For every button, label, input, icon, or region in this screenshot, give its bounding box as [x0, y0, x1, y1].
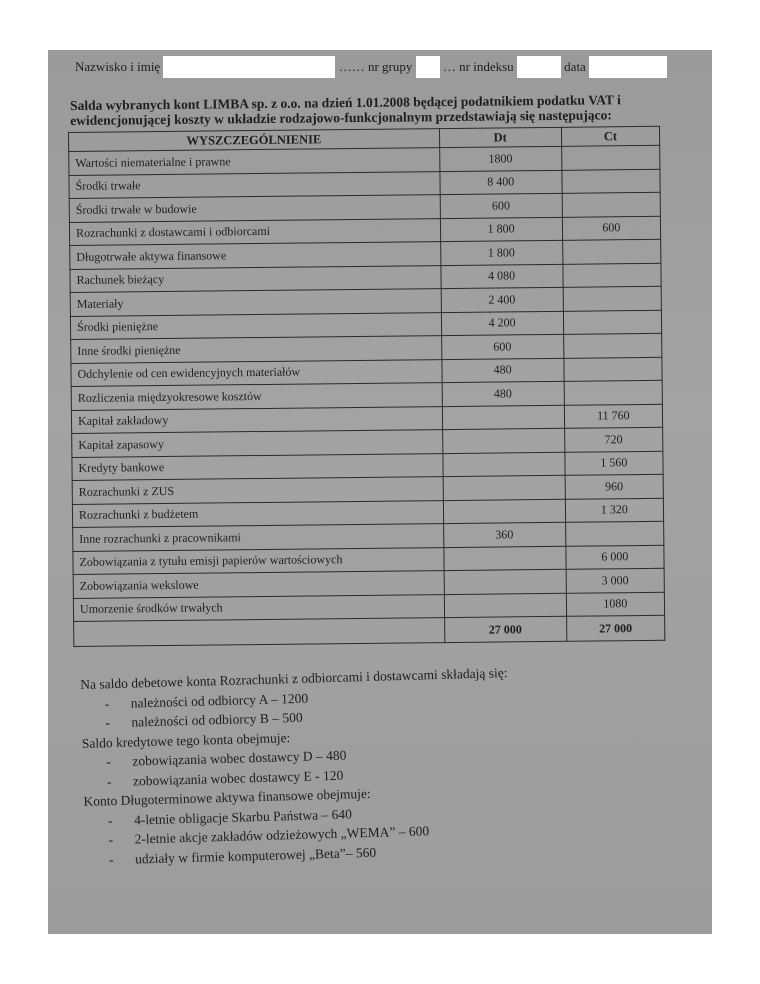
bullet-dash: - — [107, 812, 113, 828]
account-name: Środki trwałe w budowie — [69, 195, 440, 222]
credit-value — [563, 310, 662, 335]
account-name: Odchylenie od cen ewidencyjnych materiałów — [71, 359, 442, 386]
credit-value: 1080 — [566, 592, 665, 617]
note-text: zobowiązania wobec dostawcy E - 120 — [132, 767, 344, 789]
account-name: Kapitał zakładowy — [71, 406, 442, 433]
total-row — [74, 615, 665, 646]
credit-value: 720 — [564, 427, 663, 452]
bullet-dash: - — [106, 773, 112, 789]
dots: …… — [338, 59, 365, 74]
name-label: Nazwisko i imię — [75, 59, 161, 74]
debit-value: 4 200 — [441, 311, 563, 336]
debit-value — [443, 475, 565, 500]
balance-table-wrap — [68, 126, 665, 647]
debit-value — [444, 593, 566, 618]
column-header-credit: Ct — [561, 126, 660, 146]
account-name: Środki pieniężne — [70, 312, 441, 339]
debit-value: 2 400 — [441, 287, 563, 312]
bullet-dash: - — [108, 851, 114, 867]
date-field[interactable] — [589, 56, 667, 78]
credit-value: 1 560 — [565, 451, 664, 476]
debit-value: 4 080 — [440, 264, 562, 289]
note-text: udziały w firmie komputerowej „Beta”– 560 — [134, 844, 377, 867]
credit-value — [562, 239, 661, 264]
total-debit: 27 000 — [444, 616, 566, 642]
group-label: nr grupy — [367, 59, 413, 74]
credit-value: 6 000 — [566, 545, 665, 570]
note-text: Saldo kredytowe tego konta obejmuje: — [81, 729, 291, 751]
account-name: Rozrachunki z budżetem — [72, 500, 443, 527]
account-name: Kredyty bankowe — [72, 453, 443, 480]
bullet-dash: - — [105, 715, 111, 731]
credit-value — [563, 286, 662, 311]
credit-value — [561, 145, 660, 170]
debit-value — [442, 428, 564, 453]
debit-value: 480 — [441, 358, 563, 383]
bullet-dash: - — [108, 832, 114, 848]
debit-value: 8 400 — [440, 170, 562, 195]
credit-value — [564, 357, 663, 382]
account-name: Rachunek bieżący — [70, 265, 441, 292]
notes-section — [80, 663, 513, 870]
account-name: Rozrachunki z dostawcami i odbiorcami — [69, 218, 440, 245]
note-text: 4-letnie obligacje Skarbu Państwa – 640 — [133, 805, 353, 828]
note-text: Na saldo debetowe konta Rozrachunki z odbiorcami i dostawcami składają się: — [80, 665, 508, 692]
credit-value: 11 760 — [564, 404, 663, 429]
account-name: Zobowiązania wekslowe — [73, 571, 444, 598]
total-credit: 27 000 — [566, 615, 665, 641]
debit-value: 600 — [441, 334, 563, 359]
balance-table — [68, 126, 665, 647]
debit-value: 480 — [442, 381, 564, 406]
dots: … — [442, 59, 456, 74]
credit-value — [562, 169, 661, 194]
account-name: Wartości niematerialne i prawne — [69, 148, 440, 175]
account-name: Zobowiązania z tytułu emisji papierów wartościowych — [73, 547, 444, 574]
index-field[interactable] — [517, 56, 561, 78]
note-text: 2-letnie akcje zakładów odzieżowych „WEMA” – 600 — [134, 823, 430, 847]
note-text: zobowiązania wobec dostawcy D – 480 — [132, 747, 347, 769]
group-field[interactable] — [416, 56, 440, 78]
credit-value: 3 000 — [566, 568, 665, 593]
date-label: data — [564, 59, 586, 74]
debit-value — [442, 452, 564, 477]
account-name: Materiały — [70, 289, 441, 316]
note-text: Konto Długoterminowe aktywa finansowe obejmuje: — [83, 785, 371, 809]
index-label: nr indeksu — [459, 59, 514, 74]
account-name: Rozrachunki z ZUS — [72, 477, 443, 504]
account-name: Umorzenie środków trwałych — [73, 594, 444, 621]
task-intro: Salda wybranych kont LIMBA sp. z o.o. na dzień 1.01.2008 będącej podatnikiem podatku VAT i ewidencjonującej koszty w układzie rodzajowo-funkcjonalnym przedstawiają się następująco: — [70, 92, 621, 128]
document-page — [48, 50, 712, 934]
credit-value: 600 — [562, 216, 661, 241]
credit-value — [563, 333, 662, 358]
debit-value: 1800 — [439, 146, 561, 171]
student-header — [75, 56, 667, 78]
debit-value — [443, 499, 565, 524]
note-text: należności od odbiorcy A – 1200 — [130, 690, 309, 711]
name-field[interactable] — [163, 56, 335, 78]
column-header-description: WYSZCZEGÓLNIENIE — [69, 129, 440, 152]
account-name: Inne środki pieniężne — [71, 336, 442, 363]
debit-value — [444, 569, 566, 594]
debit-value: 600 — [440, 193, 562, 218]
credit-value — [565, 521, 664, 546]
note-text: należności od odbiorcy B – 500 — [131, 709, 303, 730]
account-name: Inne rozrachunki z pracownikami — [73, 524, 444, 551]
bullet-dash: - — [104, 695, 110, 711]
credit-value — [562, 192, 661, 217]
credit-value — [564, 380, 663, 405]
debit-value: 1 800 — [440, 240, 562, 265]
debit-value: 360 — [443, 522, 565, 547]
column-header-debit: Dt — [439, 127, 561, 147]
credit-value: 960 — [565, 474, 664, 499]
account-name: Środki trwałe — [69, 171, 440, 198]
account-name: Długotrwałe aktywa finansowe — [70, 242, 441, 269]
bullet-dash: - — [106, 754, 112, 770]
credit-value: 1 320 — [565, 498, 664, 523]
debit-value — [443, 546, 565, 571]
debit-value — [442, 405, 564, 430]
total-label — [74, 618, 445, 647]
credit-value — [563, 263, 662, 288]
account-name: Kapitał zapasowy — [72, 430, 443, 457]
debit-value: 1 800 — [440, 217, 562, 242]
account-name: Rozliczenia międzyokresowe kosztów — [71, 383, 442, 410]
